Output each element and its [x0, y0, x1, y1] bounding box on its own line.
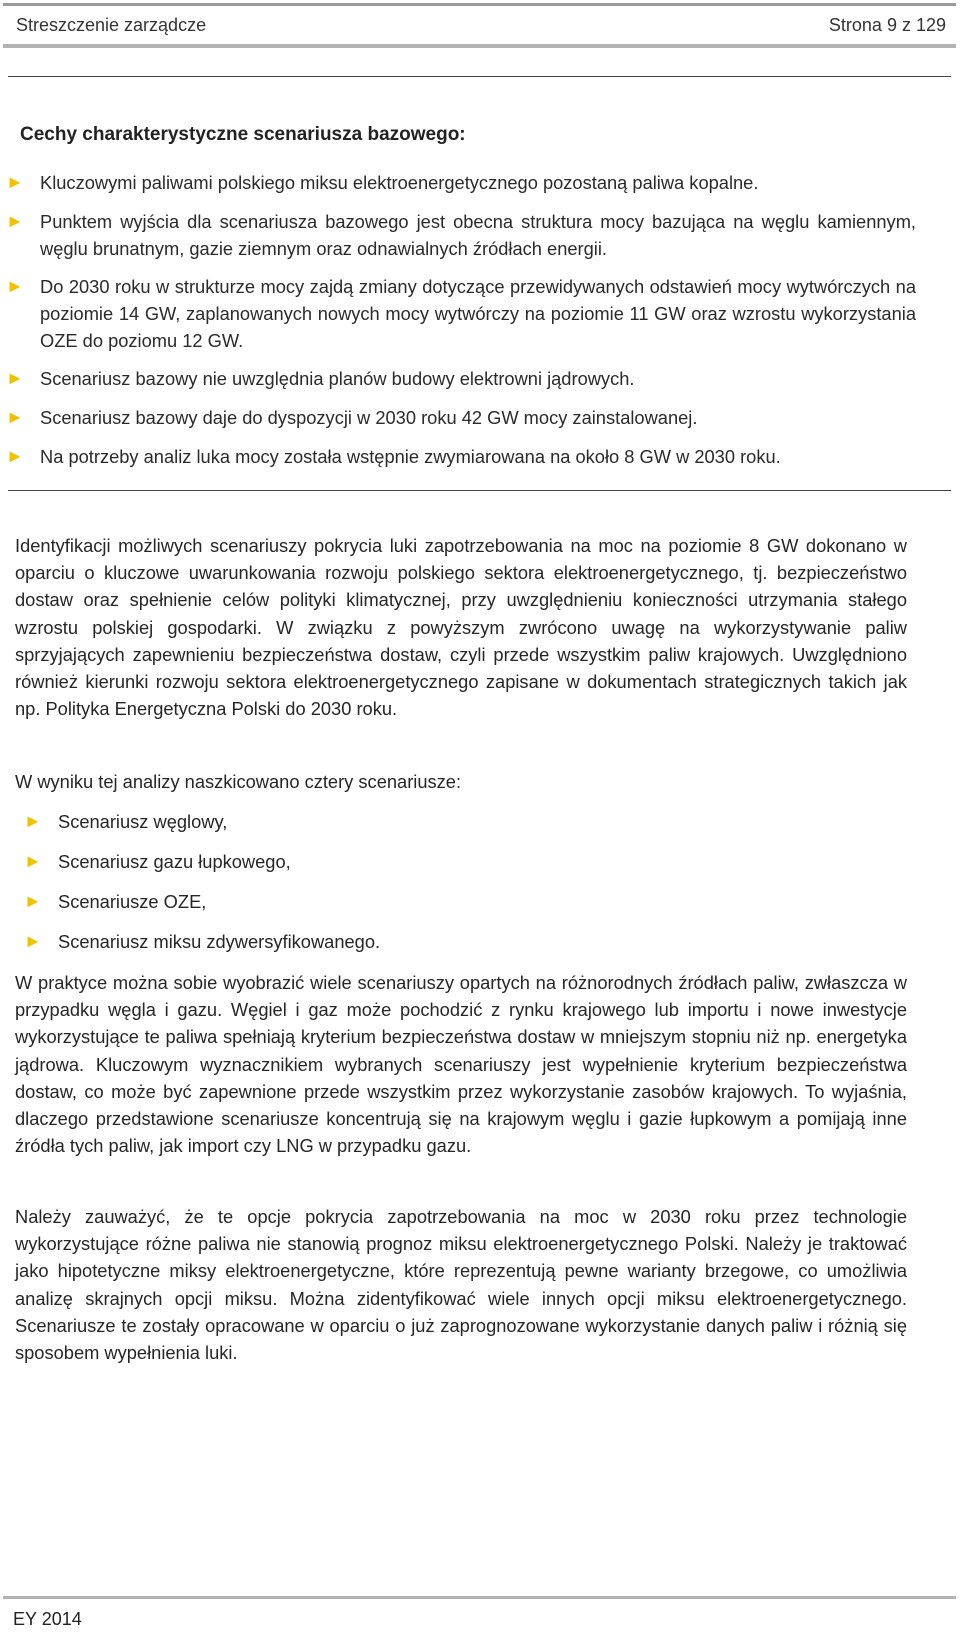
summary-list-item [6, 404, 916, 431]
summary-list-item [6, 208, 916, 262]
header-section-title: Streszczenie zarządcze [16, 15, 207, 35]
scenario-list-item [24, 808, 914, 835]
body-paragraph-2: W wyniku tej analizy naszkicowano cztery scenariusze: [15, 771, 462, 792]
summary-list-item [6, 273, 916, 354]
page-header [3, 7, 956, 43]
summary-bottom-rule [8, 490, 951, 491]
scenario-item-text: Scenariusz węglowy, [58, 811, 228, 832]
body-paragraph-3: W praktyce można sobie wyobrazić wiele scenariuszy opartych na różnorodnych źródłach paliw, zwłaszcza w przypadku węgla i gazu. Węgiel i gaz może pochodzić z rynku krajowego lub importu i nowe inwestycje wykorzystujące te paliwa spełniają kryterium bezpieczeństwa dostaw w mniejszym stopniu niż np. energetyka jądrowa. Kluczowym wyznacznikiem wybranych scenariuszy jest wypełnienie kryterium bezpieczeństwa dostaw, co może być zapewnione przede wszystkim przez wykorzystanie zasobów krajowych. To wyjaśnia, dlaczego przedstawione scenariusze koncentrują się na krajowym węglu i gazie łupkowym a pomijają inne źródła tych paliw, jak import czy LNG w przypadku gazu. [15, 972, 907, 1157]
summary-top-rule [8, 76, 951, 77]
summary-item-text: Scenariusz bazowy nie uwzględnia planów budowy elektrowni jądrowych. [40, 368, 635, 389]
header-bottom-rule [3, 44, 956, 48]
summary-heading: Cechy charakterystyczne scenariusza bazowego: [20, 124, 466, 145]
summary-item-text: Punktem wyjścia dla scenariusza bazowego jest obecna struktura mocy bazująca na węglu kamiennym, węglu brunatnym, gazie ziemnym oraz odnawialnych źródłach energii. [40, 211, 916, 259]
summary-item-text: Scenariusz bazowy daje do dyspozycji w 2030 roku 42 GW mocy zainstalowanej. [40, 407, 698, 428]
summary-item-text: Do 2030 roku w strukturze mocy zajdą zmiany dotyczące przewidywanych odstawień mocy wytwórczych na poziomie 14 GW, zaplanowanych nowych mocy wytwórczy na poziomie 11 GW oraz wzrostu wykorzystania OZE do poziomu 12 GW. [40, 276, 916, 351]
summary-box [8, 110, 951, 510]
triangle-right-icon: ► [24, 891, 42, 911]
triangle-right-icon: ► [6, 172, 24, 192]
footer-text: EY 2014 [13, 1609, 82, 1629]
summary-list-item [6, 365, 916, 392]
scenario-list-item [24, 848, 914, 875]
scenario-list-item [24, 888, 914, 915]
scenario-item-text: Scenariusz miksu zdywersyfikowanego. [58, 931, 381, 952]
triangle-right-icon: ► [6, 407, 24, 427]
body-paragraph-1: Identyfikacji możliwych scenariuszy pokrycia luki zapotrzebowania na moc na poziomie 8 GW dokonano w oparciu o kluczowe uwarunkowania rozwoju polskiego sektora elektroenergetycznego, tj. bezpieczeństwo dostaw oraz spełnienie celów polityki klimatycznej, przy uwzględnieniu konieczności utrzymania stałego wzrostu polskiej gospodarki. W związku z powyższym zwrócono uwagę na wykorzystywanie paliw sprzyjających zapewnieniu bezpieczeństwa dostaw, czyli przede wszystkim paliw krajowych. Uwzględniono również kierunki rozwoju sektora elektroenergetycznego zapisane w dokumentach strategicznych takich jak np. Polityka Energetyczna Polski do 2030 roku. [15, 535, 907, 720]
summary-item-text: Na potrzeby analiz luka mocy została wstępnie zwymiarowana na około 8 GW w 2030 roku. [40, 446, 781, 467]
triangle-right-icon: ► [6, 276, 24, 296]
header-page-indicator: Strona 9 z 129 [828, 15, 946, 35]
summary-list-item [6, 169, 916, 196]
footer-rule [3, 1596, 956, 1599]
scenario-item-text: Scenariusz gazu łupkowego, [58, 851, 291, 872]
triangle-right-icon: ► [24, 851, 42, 871]
scenario-item-text: Scenariusze OZE, [58, 891, 207, 912]
summary-list-item [6, 443, 916, 470]
triangle-right-icon: ► [6, 368, 24, 388]
body-paragraph-4: Należy zauważyć, że te opcje pokrycia zapotrzebowania na moc w 2030 roku przez technologie wykorzystujące różne paliwa nie stanowią prognoz miksu elektroenergetycznego Polski. Należy je traktować jako hipotetyczne miksy elektroenergetyczne, które reprezentują pewne warianty brzegowe, co umożliwia analizę skrajnych opcji miksu. Można zidentyfikować wiele innych opcji miksu elektroenergetycznego. Scenariusze te zostały opracowane w oparciu o już zaprognozowane wykorzystanie danych paliw i różnią się sposobem wypełnienia luki. [15, 1206, 907, 1364]
scenario-list-item [24, 928, 914, 955]
triangle-right-icon: ► [6, 446, 24, 466]
triangle-right-icon: ► [24, 811, 42, 831]
header-top-rule [3, 3, 956, 6]
triangle-right-icon: ► [6, 211, 24, 231]
triangle-right-icon: ► [24, 931, 42, 951]
summary-item-text: Kluczowymi paliwami polskiego miksu elektroenergetycznego pozostaną paliwa kopalne. [40, 172, 759, 193]
